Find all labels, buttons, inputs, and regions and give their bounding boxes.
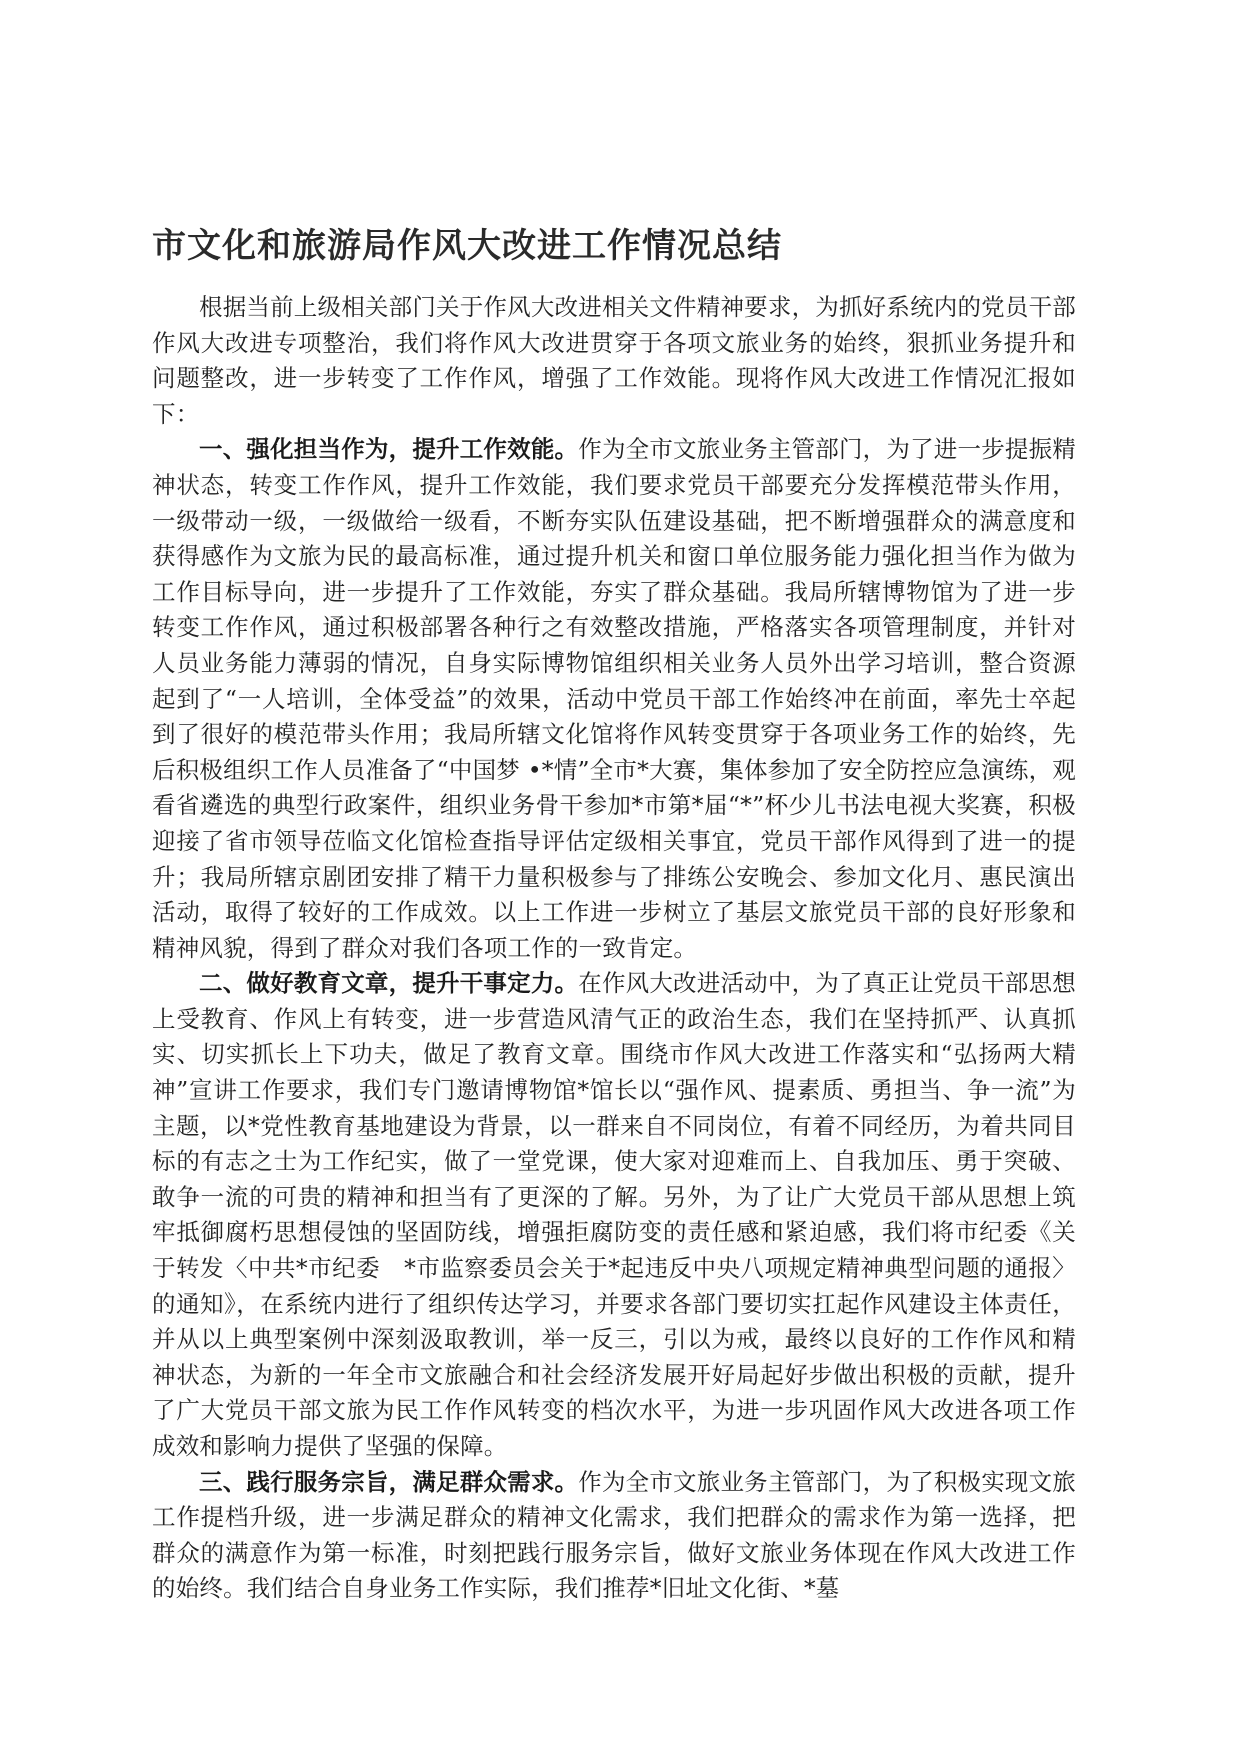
section-text-3: 作为全市文旅业务主管部门，为了积极实现文旅工作提档升级，进一步满足群众的精神文化需求，我们把群众的需求作为第一选择，把群众的满意作为第一标准，时刻把践行服务宗旨，做好文旅业务体现在作风大改进工作的始终。我们结合自身业务工作实际，我们推荐*旧址文化街、*墓 bbox=[152, 1467, 1077, 1603]
section-text-2: 在作风大改进活动中，为了真正让党员干部思想上受教育、作风上有转变，进一步营造风清气正的政治生态，我们在坚持抓严、认真抓实、切实抓长上下功夫，做足了教育文章。围绕市作风大改进工作落实和“弘扬两大精神”宣讲工作要求，我们专门邀请博物馆*馆长以“强作风、提素质、勇担当、争一流”为主题，以*党性教育基地建设为背景，以一群来自不同岗位，有着不同经历，为着共同目标的有志之士为工作纪实，做了一堂党课，使大家对迎难而上、自我加压、勇于突破、敢争一流的可贵的精神和担当有了更深的了解。另外，为了让广大党员干部从思想上筑牢抵御腐朽思想侵蚀的坚固防线，增强拒腐防变的责任感和紧迫感，我们将市纪委《关于转发〈中共*市纪委 *市监察委员会关于*起违反中央八项规定精神典型问题的通报〉的通知》，在系统内进行了组织传达学习，并要求各部门要切实扛起作风建设主体责任，并从以上典型案例中深刻汲取教训，举一反三，引以为戒，最终以良好的工作作风和精神状态，为新的一年全市文旅融合和社会经济发展开好局起好步做出积极的贡献，提升了广大党员干部文旅为民工作作风转变的档次水平，为进一步巩固作风大改进各项工作成效和影响力提供了坚强的保障。 bbox=[152, 969, 1077, 1460]
section-heading-3: 三、践行服务宗旨，满足群众需求。 bbox=[199, 1467, 579, 1496]
section-text-1: 作为全市文旅业务主管部门，为了进一步提振精神状态，转变工作作风，提升工作效能，我们要求党员干部要充分发挥模范带头作用，一级带动一级，一级做给一级看，不断夯实队伍建设基础，把不断增强群众的满意度和获得感作为文旅为民的最高标准，通过提升机关和窗口单位服务能力强化担当作为做为工作目标导向，进一步提升了工作效能，夯实了群众基础。我局所辖博物馆为了进一步转变工作作风，通过积极部署各种行之有效整改措施，严格落实各项管理制度，并针对人员业务能力薄弱的情况，自身实际博物馆组织相关业务人员外出学习培训，整合资源起到了“一人培训，全体受益”的效果，活动中党员干部工作始终冲在前面，率先士卒起到了很好的模范带头作用；我局所辖文化馆将作风转变贯穿于各项业务工作的始终，先后积极组织工作人员准备了“中国梦 •*情”全市*大赛，集体参加了安全防控应急演练，观看省遴选的典型行政案件，组织业务骨干参加*市第*届“*”杯少儿书法电视大奖赛，积极迎接了省市领导莅临文化馆检查指导评估定级相关事宜，党员干部作风得到了进一的提升；我局所辖京剧团安排了精干力量积极参与了排练公安晚会、参加文化月、惠民演出活动，取得了较好的工作成效。以上工作进一步树立了基层文旅党员干部的良好形象和精神风貌，得到了群众对我们各项工作的一致肯定。 bbox=[152, 435, 1077, 962]
section-heading-2: 二、做好教育文章，提升干事定力。 bbox=[199, 969, 579, 998]
section-paragraph-3 bbox=[152, 1465, 1076, 1607]
document-body bbox=[152, 290, 1076, 1607]
section-paragraph-2 bbox=[152, 966, 1076, 1464]
section-paragraph-1 bbox=[152, 432, 1076, 966]
section-heading-1: 一、强化担当作为，提升工作效能。 bbox=[199, 435, 579, 464]
document-title: 市文化和旅游局作风大改进工作情况总结 bbox=[152, 226, 782, 266]
intro-paragraph: 根据当前上级相关部门关于作风大改进相关文件精神要求，为抓好系统内的党员干部作风大改进专项整治，我们将作风大改进贯穿于各项文旅业务的始终，狠抓业务提升和问题整改，进一步转变了工作作风，增强了工作效能。现将作风大改进工作情况汇报如下： bbox=[152, 293, 1076, 428]
